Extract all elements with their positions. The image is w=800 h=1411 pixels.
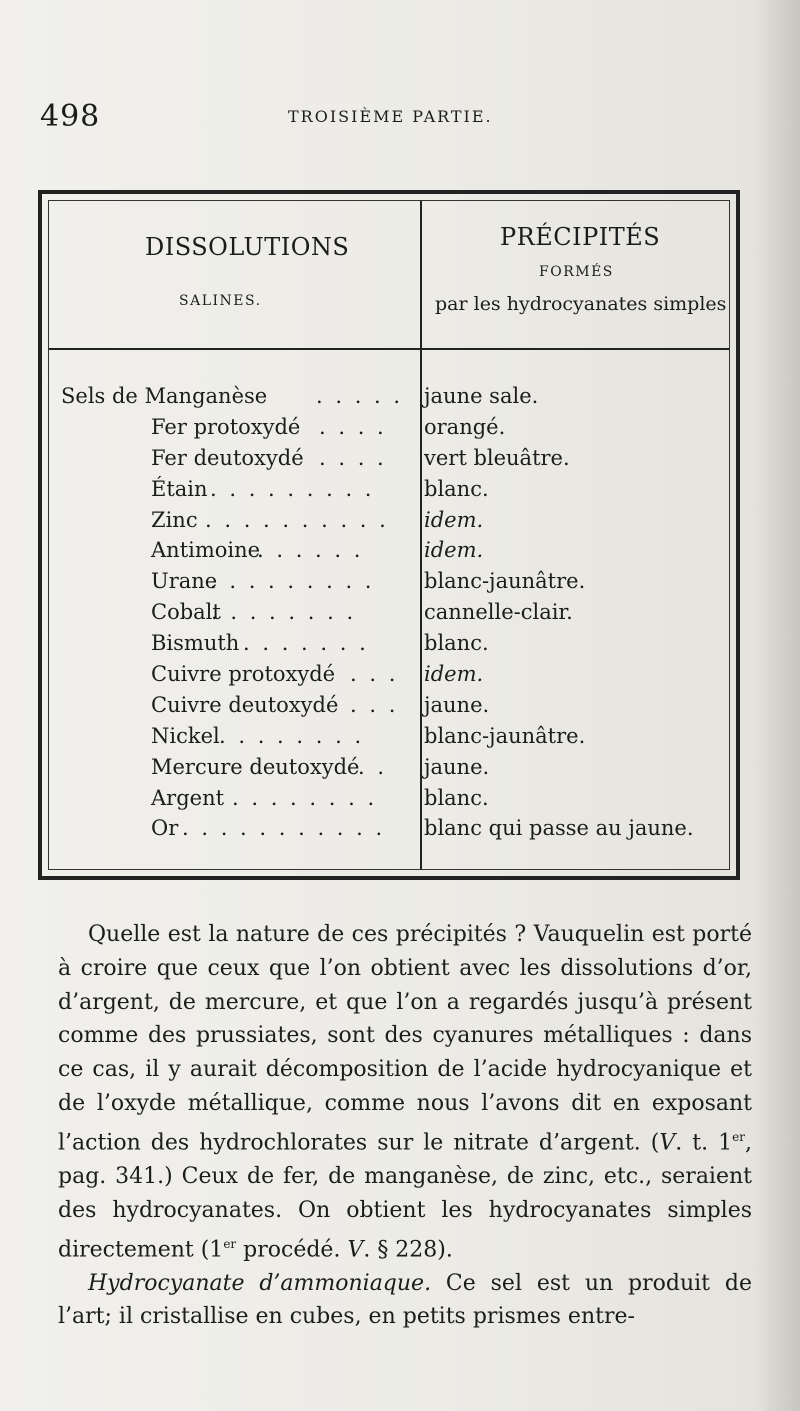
solution-name: Antimoine xyxy=(151,538,261,563)
leader-dots: . . . . . . . . xyxy=(219,723,365,748)
table-row xyxy=(49,631,729,662)
leader-dots: . . xyxy=(358,754,388,779)
paragraph-1-text-e: . § 228). xyxy=(363,1236,453,1262)
table-row xyxy=(49,508,729,539)
solution-name: Sels de Manganèse xyxy=(61,384,268,408)
body-text xyxy=(58,918,752,1334)
page-header xyxy=(40,95,760,135)
paragraph-1-text-c: , pag. 341.) Ceux de fer, de manganèse, de zinc, etc., seraient des hydrocyanates. On obtient les hydrocyanates simples directement (1 xyxy=(58,1130,752,1262)
table-row xyxy=(49,384,729,415)
right-column-subtitle: FORMÉS xyxy=(539,264,614,280)
solution-name: Étain xyxy=(151,476,208,501)
right-column-note: par les hydrocyanates simples xyxy=(435,293,727,315)
solution-name: Mercure deutoxydé xyxy=(151,754,360,779)
solution-name: Cuivre protoxydé xyxy=(151,662,336,687)
solution-name: Zinc xyxy=(151,507,198,532)
superscript-2: er xyxy=(223,1236,237,1251)
table-row xyxy=(49,693,729,724)
leader-dots: . . . . . xyxy=(316,384,404,408)
table-row xyxy=(49,816,729,847)
paragraph-1-text-a: Quelle est la nature de ces précipités ? Vauquelin est porté à croire que ceux que l’on obtient avec les dissolutions d’or, d’argent, de mercure, et que l’on a regardés jusqu’à présent comme des prussiates, sont des cyanures métalliques : dans ce cas, il y aurait décomposition de l’acide hydrocyanique et de l’oxyde métallique, comme nous l’avons dit en exposant l’action des hydrochlorates sur le nitrate d’argent. ( xyxy=(58,922,752,1156)
running-head: TROISIÈME PARTIE. xyxy=(288,107,493,126)
leader-dots: . . . . . . . . xyxy=(211,600,357,625)
paragraph-2 xyxy=(58,1267,752,1335)
solution-name: Urane xyxy=(151,569,218,594)
table-row xyxy=(49,538,729,569)
solution-name: Cuivre deutoxydé xyxy=(151,692,339,717)
paragraph-1 xyxy=(58,918,752,1267)
table-row xyxy=(49,446,729,477)
table-row xyxy=(49,569,729,600)
paragraph-2-text: Ce sel est un produit de l’art; il cristallise en cubes, en petits prismes entre- xyxy=(58,1270,752,1330)
solution-name: Or xyxy=(151,816,179,841)
right-column-title: PRÉCIPITÉS xyxy=(500,223,661,251)
precipitate-color: blanc-jaunâtre. xyxy=(424,723,586,748)
solution-name: Fer protoxydé xyxy=(151,414,301,439)
precipitate-color: jaune sale. xyxy=(424,384,539,408)
paragraph-1-text-d: procédé. xyxy=(236,1236,348,1262)
solution-name: Nickel xyxy=(151,723,220,748)
solution-name: Bismuth xyxy=(151,631,240,656)
leader-dots: . . . . . . . . . . xyxy=(205,507,389,532)
leader-dots: . . . . . . . . . . . xyxy=(182,816,386,841)
precipitate-color: blanc-jaunâtre. xyxy=(424,569,586,594)
leader-dots: . . . . . . . xyxy=(243,631,369,656)
leader-dots: . . . xyxy=(350,692,399,717)
precipitate-color: idem. xyxy=(424,662,484,687)
solution-name: Fer deutoxydé xyxy=(151,445,304,470)
table-row xyxy=(49,415,729,446)
table-row xyxy=(49,755,729,786)
table-inner-border xyxy=(48,200,730,870)
leader-dots: . . . . . . xyxy=(257,538,364,563)
precipitate-color: vert bleuâtre. xyxy=(424,445,570,470)
precipitate-color: idem. xyxy=(424,538,484,563)
abbrev-v-2: V xyxy=(347,1236,364,1262)
leader-dots: . . . . xyxy=(319,414,387,439)
precipitate-color: jaune. xyxy=(424,692,490,717)
abbrev-v-1: V xyxy=(659,1130,676,1156)
page-gutter-shadow xyxy=(752,0,800,1411)
precipitate-color: blanc. xyxy=(424,785,489,810)
leader-dots: . . . . . . . . . xyxy=(210,569,375,594)
paragraph-1-text-b: . t. 1 xyxy=(675,1130,733,1156)
solution-name: Cobalt xyxy=(151,600,221,625)
precipitate-color: blanc. xyxy=(424,631,489,656)
leader-dots: . . . . . . . . . xyxy=(210,476,375,501)
table-row xyxy=(49,600,729,631)
precipitate-color: orangé. xyxy=(424,414,506,439)
left-column-subtitle: SALINES. xyxy=(179,293,262,309)
leader-dots: . . . xyxy=(350,662,399,687)
precipitate-color: blanc qui passe au jaune. xyxy=(424,816,694,841)
paragraph-2-heading: Hydrocyanate d’ammoniaque. xyxy=(88,1270,432,1296)
precipitates-table xyxy=(38,190,740,880)
table-row xyxy=(49,662,729,693)
table-row xyxy=(49,786,729,817)
table-row xyxy=(49,724,729,755)
superscript-1: er xyxy=(732,1129,745,1144)
precipitate-color: jaune. xyxy=(424,754,490,779)
table-row xyxy=(49,477,729,508)
leader-dots: . . . . xyxy=(319,445,387,470)
solution-name: Argent xyxy=(151,785,225,810)
left-column-title: DISSOLUTIONS xyxy=(145,233,350,261)
precipitate-color: cannelle-clair. xyxy=(424,600,573,625)
header-divider xyxy=(49,348,729,350)
leader-dots: . . . . . . . . xyxy=(232,785,378,810)
table-rows xyxy=(49,384,729,847)
precipitate-color: idem. xyxy=(424,507,484,532)
precipitate-color: blanc. xyxy=(424,476,489,501)
page-number: 498 xyxy=(40,99,101,134)
